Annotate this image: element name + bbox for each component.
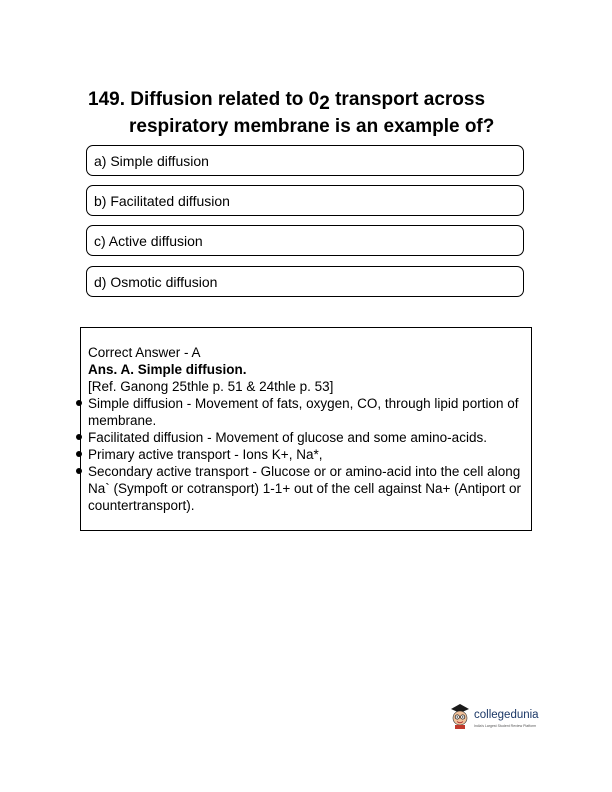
option-a[interactable]: a) Simple diffusion <box>86 145 524 176</box>
answer-content <box>88 344 523 514</box>
answer-heading: Ans. A. Simple diffusion. <box>88 362 247 377</box>
bullet-item <box>88 463 523 514</box>
bullet-text: Facilitated diffusion - Movement of glucose and some amino-acids. <box>88 430 487 445</box>
bullet-item <box>88 429 523 446</box>
bullet-text: Primary active transport - Ions K+, Na*, <box>88 447 323 462</box>
option-d[interactable]: d) Osmotic diffusion <box>86 266 524 297</box>
bullet-icon <box>76 451 82 457</box>
mascot-icon <box>450 703 470 729</box>
question-text <box>88 86 558 140</box>
logo-tagline: India's Largest Student Review Platform <box>474 724 537 728</box>
answer-box <box>80 327 532 531</box>
question-subscript: 2 <box>319 93 330 114</box>
bullet-icon <box>76 400 82 406</box>
bullet-text: Secondary active transport - Glucose or or amino-acid into the cell along Na` (Sympoft or cotransport) 1-1+ out of the cell against Na+ (Antiport or countertransport). <box>88 464 521 513</box>
reference: [Ref. Ganong 25thle p. 51 & 24thle p. 53] <box>88 379 334 394</box>
bullet-icon <box>76 468 82 474</box>
question-line1-start: Diffusion related to 0 <box>130 89 320 110</box>
question-number: 149. <box>88 89 125 110</box>
option-c[interactable]: c) Active diffusion <box>86 225 524 256</box>
question-line1-end: transport across <box>329 89 486 110</box>
bullet-item <box>88 446 523 463</box>
question-line2: respiratory membrane is an example of? <box>129 116 495 137</box>
bullet-icon <box>76 434 82 440</box>
logo-name: collegedunia <box>474 709 539 721</box>
correct-answer: Correct Answer - A <box>88 345 201 360</box>
option-b[interactable]: b) Facilitated diffusion <box>86 185 524 216</box>
question-line1 <box>130 89 486 114</box>
bullet-text: Simple diffusion - Movement of fats, oxygen, CO, through lipid portion of membrane. <box>88 396 519 428</box>
bullet-item <box>88 395 523 429</box>
collegedunia-logo[interactable] <box>450 703 550 735</box>
